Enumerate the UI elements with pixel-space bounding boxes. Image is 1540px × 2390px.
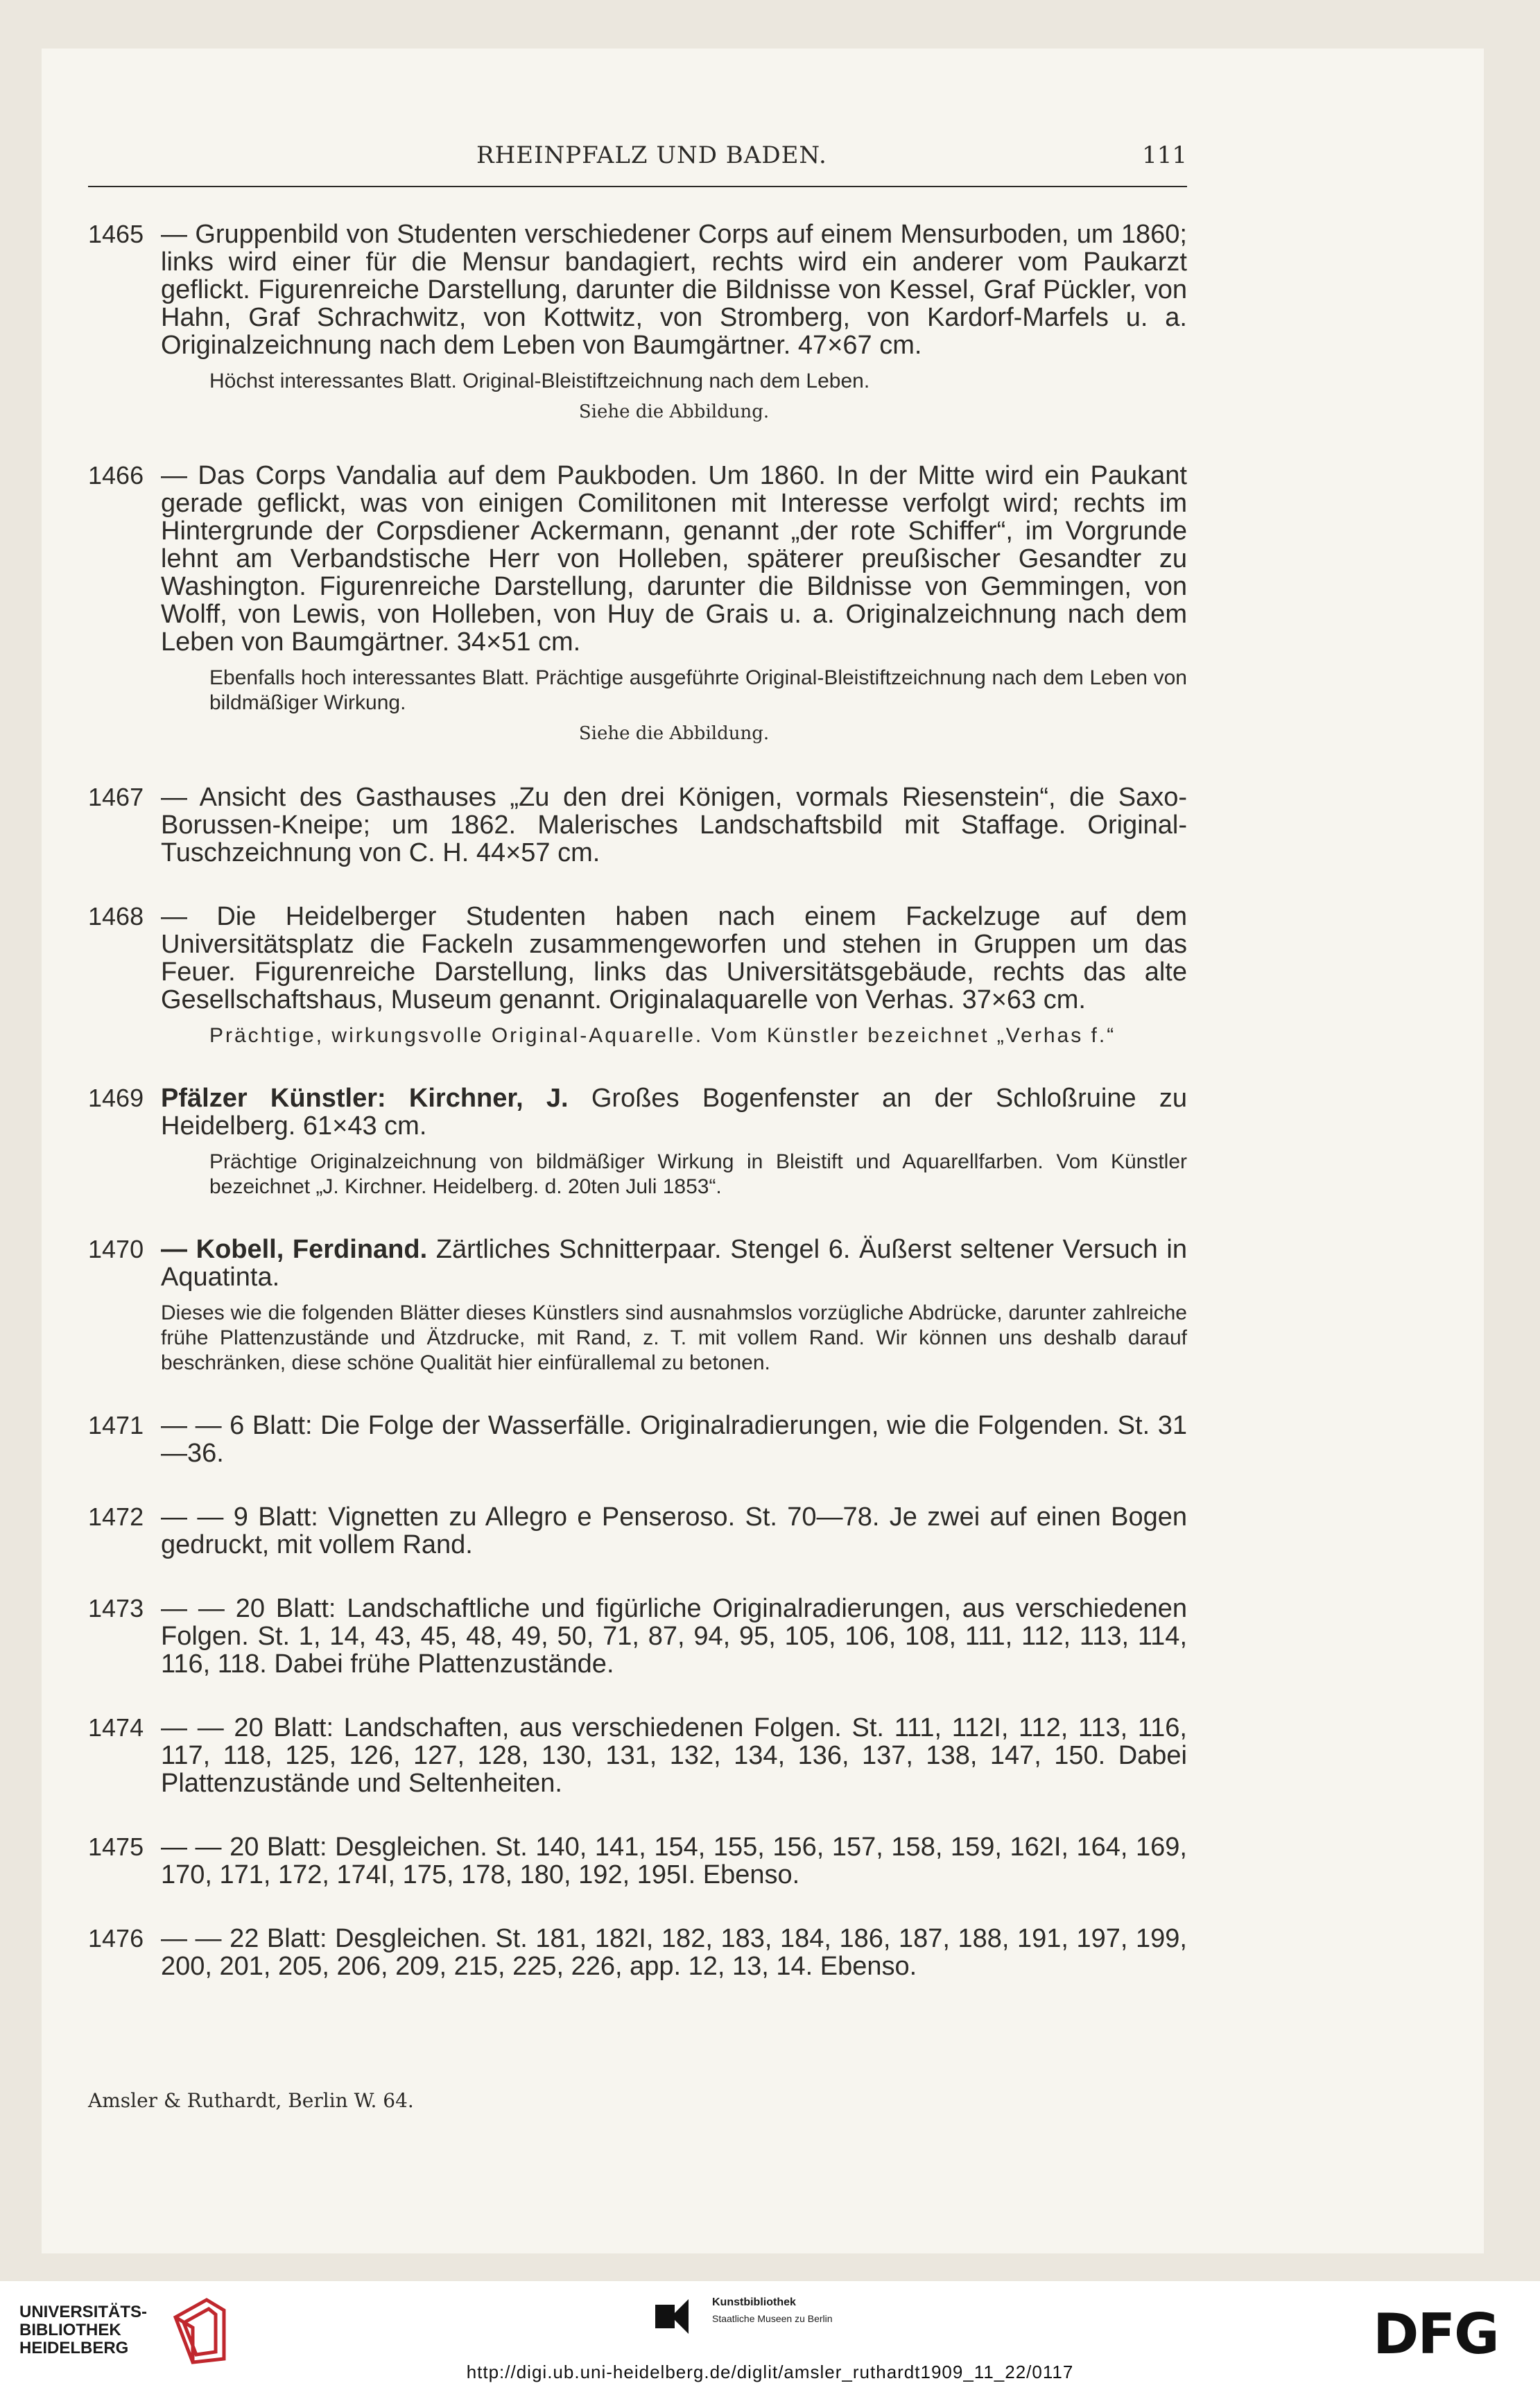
catalogue-entry — [88, 462, 1187, 747]
catalogue-entry — [88, 1595, 1187, 1678]
catalogue-entry — [88, 1833, 1187, 1889]
source-url-link[interactable]: http://digi.ub.uni-heidelberg.de/diglit/amsler_ruthardt1909_11_22/0117 — [466, 2362, 1074, 2382]
lot-text: Großes Bogenfenster an der Schloßruine zu Heidelberg. 61×43 cm. — [161, 1084, 1188, 1141]
lot-note: Ebenfalls hoch interessantes Blatt. Prächtige ausgeführte Original-Bleistiftzeichnung nach dem Leben von bildmäßiger Wirkung. — [209, 666, 1187, 714]
lot-description: — Das Corps Vandalia auf dem Paukboden. Um 1860. In der Mitte wird ein Paukant gerade geflickt, was von einigen Comilitonen mit Interesse verfolgt wird; rechts im Hintergrunde der Corpsdiener Ackermann, genannt „der rote Schiffer“, im Vorgrunde lehnt am Verbandstische Herr von Holleben, späterer preußischer Gesandter zu Washington. Figurenreiche Darstellung, darunter die Bildnisse von Gemmingen, von Wolff, von Lewis, von Holleben, von Huy de Grais u. a. Originalzeichnung nach dem Leben von Baumgärtner. 34×51 cm. — [161, 461, 1187, 657]
publisher-imprint: Amsler & Ruthardt, Berlin W. 64. — [88, 2089, 414, 2112]
catalogue-entry — [88, 1714, 1187, 1797]
header-rule — [88, 186, 1187, 187]
lot-number: 1476 — [88, 1924, 144, 1952]
kunstbibliothek-title: Kunstbibliothek — [712, 2296, 796, 2308]
university-library-logo[interactable] — [19, 2303, 241, 2366]
catalogue-entry — [88, 1925, 1187, 1980]
lot-number: 1466 — [88, 461, 144, 490]
artist-heading: Pfälzer Künstler: Kirchner, J. — [161, 1084, 569, 1113]
lot-description: — Die Heidelberger Studenten haben nach einem Fackelzuge auf dem Universitätsplatz die Fackeln zusammengeworfen und stehen in Gruppen um das Feuer. Figurenreiche Darstellung, links das Universitätsgebäude, rechts das alte Gesellschaftshaus, Museum genannt. Originalaquarelle von Verhas. 37×63 cm. — [161, 902, 1187, 1014]
catalogue-entries — [88, 220, 1187, 2016]
see-figure-note: Siehe die Abbildung. — [578, 723, 770, 744]
lot-note: Prächtige, wirkungsvolle Original-Aquarelle. Vom Künstler bezeichnet „Verhas f.“ — [209, 1024, 1116, 1047]
catalogue-entry — [88, 1084, 1187, 1200]
lot-description: — — 20 Blatt: Landschaften, aus verschiedenen Folgen. St. 111, 112I, 112, 113, 116, 117, 118, 125, 126, 127, 128, 130, 131, 132, 134, 136, 137, 138, 147, 150. Dabei Plattenzustände und Seltenheiten. — [161, 1713, 1187, 1798]
artist-heading: — Kobell, Ferdinand. — [161, 1235, 428, 1264]
catalogue-entry — [88, 1236, 1187, 1376]
lot-description — [161, 1084, 1187, 1140]
lot-note: Prächtige Originalzeichnung von bildmäßiger Wirkung in Bleistift und Aquarellfarben. Vom Künstler bezeichnet „J. Kirchner. Heidelberg. d. 20ten Juli 1853“. — [209, 1150, 1187, 1198]
digitization-footer — [0, 2281, 1540, 2390]
lot-number: 1472 — [88, 1503, 144, 1531]
kunstbibliothek-subtitle: Staatliche Museen zu Berlin — [712, 2313, 833, 2324]
lot-description: — Gruppenbild von Studenten verschiedener Corps auf einem Mensurboden, um 1860; links wird einer für die Mensur bandagiert, rechts wird ein anderer vom Paukarzt geflickt. Figurenreiche Darstellung, darunter die Bildnisse von Kessel, Graf Pückler, von Hahn, Graf Schrachwitz, von Kottwitz, von Stromberg, von Kardorf-Marfels u. a. Originalzeichnung nach dem Leben von Baumgärtner. 47×67 cm. — [161, 220, 1187, 360]
catalogue-entry — [88, 1503, 1187, 1559]
catalogue-entry — [88, 1412, 1187, 1467]
lot-description: — — 6 Blatt: Die Folge der Wasserfälle. Originalradierungen, wie die Folgenden. St. 31—36. — [161, 1411, 1187, 1468]
kunstbibliothek-emblem-icon — [655, 2299, 704, 2334]
lot-number: 1473 — [88, 1594, 144, 1622]
lot-number: 1475 — [88, 1833, 144, 1861]
lot-description: — — 20 Blatt: Landschaftliche und figürliche Originalradierungen, aus verschiedenen Folgen. St. 1, 14, 43, 45, 48, 49, 50, 71, 87, 94, 95, 105, 106, 108, 111, 112, 113, 114, 116, 118. Dabei frühe Plattenzustände. — [161, 1594, 1187, 1679]
running-header — [88, 141, 1187, 183]
lot-number: 1471 — [88, 1411, 144, 1439]
running-title: RHEINPFALZ UND BADEN. — [476, 141, 827, 169]
catalogue-entry — [88, 220, 1187, 426]
lot-number: 1469 — [88, 1084, 144, 1112]
dfg-logo[interactable]: DFG — [1373, 2302, 1498, 2366]
catalogue-entry — [88, 783, 1187, 867]
lot-number: 1467 — [88, 783, 144, 811]
lot-description: — — 22 Blatt: Desgleichen. St. 181, 182I, 182, 183, 184, 186, 187, 188, 191, 197, 199, 200, 201, 205, 206, 209, 215, 225, 226, app. 12, 13, 14. Ebenso. — [161, 1924, 1187, 1981]
kunstbibliothek-logo[interactable] — [655, 2294, 919, 2335]
lot-description: — — 20 Blatt: Desgleichen. St. 140, 141, 154, 155, 156, 157, 158, 159, 162I, 164, 169, 170, 171, 172, 174I, 175, 178, 180, 192, 195I. Ebenso. — [161, 1833, 1187, 1889]
page-number: 111 — [1142, 141, 1187, 169]
lot-note: Höchst interessantes Blatt. Original-Bleistiftzeichnung nach dem Leben. — [209, 370, 870, 392]
lot-number: 1470 — [88, 1235, 144, 1263]
lot-description: — Ansicht des Gasthauses „Zu den drei Königen, vormals Riesenstein“, die Saxo-Borussen-Kneipe; um 1862. Malerisches Landschaftsbild mit Staffage. Original-Tuschzeichnung von C. H. 44×57 cm. — [161, 783, 1187, 867]
lot-note: Dieses wie die folgenden Blätter dieses Künstlers sind ausnahmslos vorzügliche Abdrücke, darunter zahlreiche frühe Plattenzustände und Ätzdrucke, mit Rand, z. T. mit vollem Rand. Wir können uns deshalb darauf beschränken, diese schöne Qualität hier einfürallemal zu betonen. — [161, 1301, 1187, 1374]
lot-number: 1468 — [88, 902, 144, 930]
lot-description: — — 9 Blatt: Vignetten zu Allegro e Penseroso. St. 70—78. Je zwei auf einen Bogen gedruckt, mit vollem Rand. — [161, 1503, 1187, 1559]
see-figure-note: Siehe die Abbildung. — [578, 401, 770, 422]
lot-text: Zärtliches Schnitterpaar. Stengel 6. Äußerst seltener Versuch in Aquatinta. — [161, 1235, 1187, 1292]
lot-number: 1465 — [88, 220, 144, 248]
catalogue-entry — [88, 903, 1187, 1048]
library-emblem-icon — [168, 2296, 231, 2366]
lot-number: 1474 — [88, 1713, 144, 1742]
lot-description — [161, 1236, 1187, 1291]
library-name: UNIVERSITÄTS- BIBLIOTHEK HEIDELBERG — [19, 2303, 148, 2357]
